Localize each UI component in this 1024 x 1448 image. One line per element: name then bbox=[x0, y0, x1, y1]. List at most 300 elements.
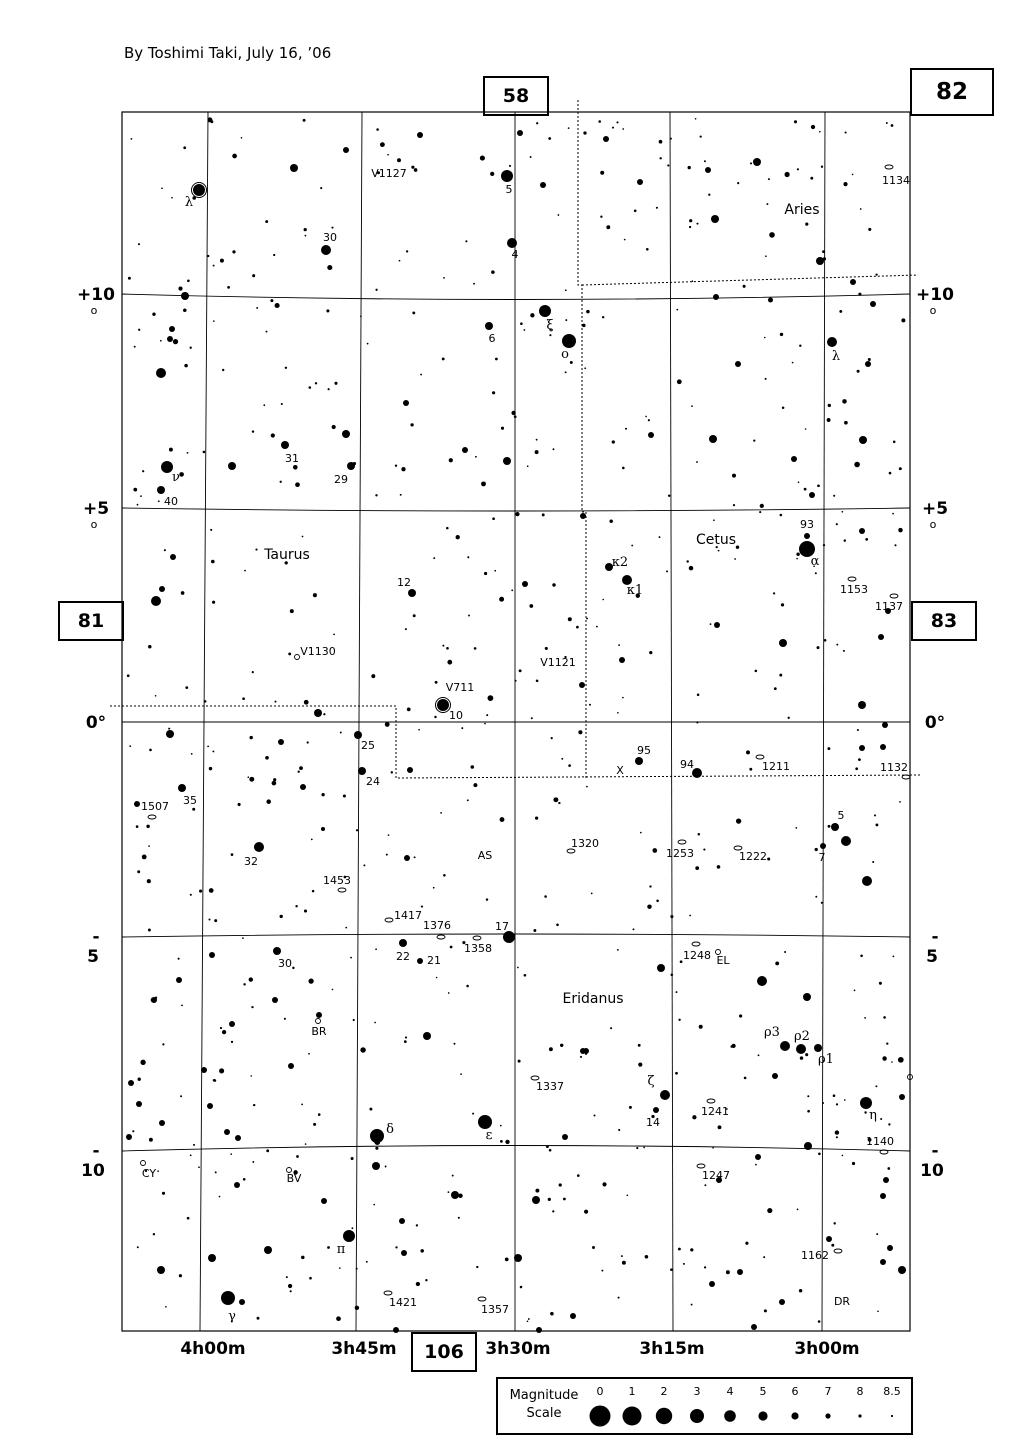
star-label: ν bbox=[172, 470, 180, 485]
star bbox=[622, 697, 624, 699]
star bbox=[744, 1077, 747, 1080]
star bbox=[515, 512, 519, 516]
star bbox=[901, 318, 905, 322]
star bbox=[733, 504, 735, 506]
star bbox=[689, 566, 694, 571]
star bbox=[844, 1099, 846, 1101]
star bbox=[746, 750, 750, 754]
galaxy-marker bbox=[338, 888, 346, 892]
star bbox=[854, 462, 860, 468]
star bbox=[759, 511, 761, 513]
star bbox=[343, 1230, 355, 1242]
star bbox=[779, 1299, 785, 1305]
star bbox=[399, 1218, 405, 1224]
star bbox=[161, 187, 163, 189]
star bbox=[183, 309, 187, 313]
star bbox=[336, 1316, 341, 1321]
star bbox=[805, 1053, 808, 1056]
star bbox=[712, 1147, 714, 1149]
star bbox=[247, 776, 249, 778]
star bbox=[601, 1270, 603, 1272]
star bbox=[220, 259, 224, 263]
star bbox=[836, 1103, 838, 1105]
star-label: DR bbox=[833, 1295, 851, 1308]
star bbox=[629, 1106, 632, 1109]
star bbox=[350, 957, 352, 959]
star bbox=[256, 307, 258, 309]
star bbox=[353, 1019, 355, 1021]
star bbox=[549, 1047, 553, 1051]
star bbox=[148, 929, 151, 932]
star bbox=[683, 1263, 685, 1265]
star bbox=[209, 767, 212, 770]
star bbox=[252, 274, 255, 277]
star bbox=[698, 833, 701, 836]
constellation-label: Cetus bbox=[695, 532, 737, 548]
star bbox=[773, 592, 775, 594]
star bbox=[648, 432, 654, 438]
star bbox=[596, 626, 598, 628]
star bbox=[821, 166, 823, 168]
star bbox=[659, 157, 661, 159]
star bbox=[718, 1125, 722, 1129]
star bbox=[207, 255, 209, 257]
star bbox=[767, 1208, 772, 1213]
adjacent-chart-bottom[interactable]: 106 bbox=[411, 1332, 477, 1372]
star bbox=[215, 1171, 217, 1173]
star bbox=[898, 1266, 906, 1274]
magnitude-dot bbox=[590, 1406, 611, 1427]
star bbox=[524, 329, 526, 331]
star bbox=[511, 411, 515, 415]
star bbox=[128, 277, 131, 280]
star bbox=[305, 235, 307, 237]
galaxy-marker bbox=[437, 935, 445, 939]
star bbox=[859, 528, 865, 534]
magnitude-value: 6 bbox=[791, 1385, 799, 1398]
star bbox=[404, 855, 410, 861]
star bbox=[243, 983, 245, 985]
star bbox=[788, 717, 790, 719]
star-label: 1222 bbox=[739, 850, 767, 863]
star bbox=[146, 825, 149, 828]
star bbox=[173, 339, 178, 344]
adjacent-chart-right[interactable]: 83 bbox=[911, 601, 977, 641]
star bbox=[138, 1078, 141, 1081]
star-label: 1137 bbox=[875, 600, 903, 613]
star bbox=[603, 136, 609, 142]
star bbox=[454, 1043, 456, 1045]
star bbox=[612, 127, 614, 129]
adjacent-chart-top-right[interactable]: 82 bbox=[910, 68, 994, 116]
star bbox=[637, 179, 643, 185]
star bbox=[356, 1268, 358, 1270]
star bbox=[339, 1267, 341, 1269]
star bbox=[228, 462, 236, 470]
star-label: 30 bbox=[278, 957, 292, 970]
star bbox=[152, 312, 155, 315]
star bbox=[191, 753, 193, 755]
star bbox=[199, 890, 202, 893]
author-credit: By Toshimi Taki, July 16, ’06 bbox=[124, 44, 332, 62]
star bbox=[610, 1027, 612, 1029]
star-label: BV bbox=[286, 1172, 302, 1185]
star bbox=[207, 117, 212, 122]
star bbox=[375, 948, 377, 950]
star bbox=[692, 1115, 696, 1119]
star bbox=[239, 1299, 245, 1305]
star bbox=[296, 1155, 299, 1158]
star bbox=[713, 519, 715, 521]
star bbox=[708, 194, 710, 196]
star-label: λ bbox=[831, 349, 841, 364]
star bbox=[255, 549, 257, 551]
star bbox=[536, 680, 539, 683]
star bbox=[342, 430, 350, 438]
star-label: 31 bbox=[285, 452, 299, 465]
star bbox=[577, 1174, 580, 1177]
dec-label-right-unit: o bbox=[929, 304, 937, 317]
star bbox=[622, 467, 625, 470]
star bbox=[805, 223, 808, 226]
star bbox=[528, 1318, 530, 1320]
star bbox=[560, 1044, 563, 1047]
star-label: κ2 bbox=[611, 555, 629, 570]
star bbox=[626, 1194, 628, 1196]
star bbox=[691, 1304, 693, 1306]
star bbox=[179, 472, 184, 477]
star-label: 17 bbox=[495, 920, 509, 933]
star-label: V1127 bbox=[371, 167, 407, 180]
star bbox=[822, 1102, 824, 1104]
star bbox=[743, 285, 746, 288]
star bbox=[321, 1198, 327, 1204]
star bbox=[880, 744, 886, 750]
ra-label: 3h45m bbox=[331, 1339, 397, 1359]
star bbox=[548, 137, 551, 140]
star bbox=[315, 382, 317, 384]
star bbox=[286, 1276, 288, 1278]
star bbox=[763, 1256, 765, 1258]
star bbox=[127, 674, 130, 677]
star bbox=[563, 1198, 566, 1201]
star bbox=[375, 289, 377, 291]
star bbox=[714, 622, 720, 628]
star bbox=[155, 997, 157, 999]
star bbox=[442, 645, 444, 647]
star bbox=[290, 164, 298, 172]
star bbox=[443, 874, 446, 877]
star bbox=[137, 870, 140, 873]
star bbox=[696, 721, 698, 723]
star bbox=[168, 728, 170, 730]
star bbox=[178, 784, 186, 792]
star bbox=[891, 124, 894, 127]
star bbox=[532, 1196, 540, 1204]
star bbox=[363, 864, 365, 866]
star bbox=[232, 250, 235, 253]
star-label: ζ bbox=[647, 1074, 655, 1089]
star bbox=[875, 823, 878, 826]
star bbox=[229, 1021, 235, 1027]
star bbox=[780, 1041, 790, 1051]
star bbox=[709, 1281, 715, 1287]
star bbox=[311, 839, 313, 841]
star-label: 1248 bbox=[683, 949, 711, 962]
star bbox=[443, 277, 445, 279]
star bbox=[671, 974, 674, 977]
star bbox=[254, 842, 264, 852]
star bbox=[653, 1107, 659, 1113]
star bbox=[600, 216, 602, 218]
star bbox=[668, 495, 670, 497]
star bbox=[799, 344, 801, 346]
star bbox=[407, 708, 411, 712]
star bbox=[810, 177, 813, 180]
dec-label-left: +5 bbox=[82, 499, 110, 519]
galaxy-marker bbox=[697, 1164, 705, 1168]
star-label: ε bbox=[485, 1128, 493, 1143]
star bbox=[772, 1073, 778, 1079]
star bbox=[486, 714, 488, 716]
star bbox=[568, 127, 570, 129]
star bbox=[530, 156, 532, 158]
star bbox=[413, 614, 416, 617]
magnitude-scale-title-line2: Scale bbox=[526, 1406, 562, 1421]
star bbox=[397, 158, 401, 162]
star bbox=[857, 370, 860, 373]
star bbox=[187, 1217, 190, 1220]
star bbox=[815, 848, 818, 851]
star bbox=[804, 533, 810, 539]
star bbox=[536, 439, 538, 441]
star bbox=[369, 1108, 372, 1111]
galaxy-marker bbox=[692, 942, 700, 946]
star bbox=[249, 977, 253, 981]
star bbox=[843, 182, 847, 186]
star bbox=[883, 1177, 889, 1183]
star bbox=[676, 991, 678, 993]
star bbox=[811, 125, 815, 129]
star bbox=[301, 1256, 305, 1260]
star bbox=[736, 545, 739, 548]
star bbox=[360, 1047, 365, 1052]
adjacent-chart-top[interactable]: 58 bbox=[483, 76, 549, 116]
star bbox=[140, 1060, 145, 1065]
star bbox=[421, 906, 423, 908]
star bbox=[875, 1085, 877, 1087]
star bbox=[551, 737, 553, 739]
star bbox=[757, 976, 767, 986]
star bbox=[353, 462, 356, 465]
star-label: V1121 bbox=[540, 656, 576, 669]
star bbox=[536, 122, 538, 124]
star bbox=[401, 1250, 407, 1256]
star bbox=[447, 660, 452, 665]
star-label: 1211 bbox=[762, 760, 790, 773]
galaxy-marker bbox=[890, 594, 898, 598]
star bbox=[500, 1140, 503, 1143]
star bbox=[411, 166, 414, 169]
star bbox=[666, 570, 668, 572]
star bbox=[827, 418, 831, 422]
star bbox=[193, 1144, 195, 1146]
star bbox=[281, 403, 283, 405]
star bbox=[749, 768, 752, 771]
star bbox=[546, 1145, 549, 1148]
star bbox=[552, 583, 555, 586]
galaxy-marker bbox=[385, 918, 393, 922]
star bbox=[764, 1309, 767, 1312]
star bbox=[452, 1175, 454, 1177]
star bbox=[520, 1286, 523, 1289]
star bbox=[252, 430, 254, 432]
star bbox=[817, 484, 820, 487]
star bbox=[805, 428, 807, 430]
adjacent-chart-left[interactable]: 81 bbox=[58, 601, 124, 641]
star bbox=[753, 439, 755, 441]
magnitude-value: 0 bbox=[596, 1385, 604, 1398]
magnitude-value: 8 bbox=[856, 1385, 864, 1398]
star bbox=[735, 361, 741, 367]
star bbox=[481, 481, 486, 486]
star bbox=[473, 283, 475, 285]
star bbox=[471, 765, 475, 769]
star bbox=[273, 778, 276, 781]
star bbox=[794, 120, 797, 123]
star bbox=[221, 1291, 235, 1305]
magnitude-scale bbox=[496, 1377, 913, 1435]
star bbox=[852, 1162, 855, 1165]
star bbox=[565, 289, 567, 291]
star bbox=[898, 528, 903, 533]
star bbox=[318, 1113, 321, 1116]
star bbox=[295, 482, 300, 487]
star-label: 1153 bbox=[840, 583, 868, 596]
star bbox=[636, 1147, 638, 1149]
star bbox=[831, 1244, 834, 1247]
magnitude-scale-graphic bbox=[498, 1379, 911, 1433]
star-label: X bbox=[616, 764, 624, 777]
star bbox=[190, 347, 192, 349]
star bbox=[434, 716, 436, 718]
galaxy-marker bbox=[848, 577, 856, 581]
star bbox=[251, 1006, 253, 1008]
star bbox=[400, 494, 402, 496]
star bbox=[836, 644, 838, 646]
star bbox=[375, 1147, 378, 1150]
star bbox=[726, 1270, 730, 1274]
star bbox=[689, 915, 691, 917]
star-label: 35 bbox=[183, 794, 197, 807]
variable-star-marker bbox=[295, 655, 300, 660]
star bbox=[160, 340, 162, 342]
star bbox=[591, 893, 593, 895]
star bbox=[836, 1136, 838, 1138]
star bbox=[148, 845, 150, 847]
dec-label-left: - bbox=[92, 927, 100, 947]
star bbox=[779, 639, 787, 647]
star bbox=[491, 270, 495, 274]
star bbox=[178, 287, 182, 291]
star bbox=[401, 467, 405, 471]
star bbox=[356, 829, 358, 831]
magnitude-value: 2 bbox=[660, 1385, 668, 1398]
star bbox=[823, 257, 826, 260]
star-label: 1247 bbox=[702, 1169, 730, 1182]
star-label: 1162 bbox=[801, 1249, 829, 1262]
star bbox=[292, 967, 294, 969]
star bbox=[480, 156, 485, 161]
star bbox=[820, 843, 826, 849]
star bbox=[568, 617, 572, 621]
star bbox=[230, 1153, 232, 1155]
star bbox=[514, 415, 517, 418]
star bbox=[313, 593, 317, 597]
star-label: κ1 bbox=[626, 583, 644, 598]
star bbox=[548, 1198, 551, 1201]
star bbox=[252, 671, 254, 673]
star bbox=[815, 896, 817, 898]
star bbox=[461, 727, 463, 729]
magnitude-dot bbox=[724, 1410, 736, 1422]
star bbox=[659, 536, 661, 538]
star bbox=[696, 461, 698, 463]
star bbox=[198, 1166, 200, 1168]
star-label: 1453 bbox=[323, 874, 351, 887]
star bbox=[213, 1079, 216, 1082]
star bbox=[520, 322, 523, 325]
star bbox=[814, 1044, 822, 1052]
star bbox=[492, 517, 495, 520]
star bbox=[207, 1103, 213, 1109]
star bbox=[219, 1196, 221, 1198]
star bbox=[557, 214, 559, 216]
star bbox=[549, 334, 551, 336]
star bbox=[582, 324, 586, 328]
star bbox=[767, 857, 770, 860]
star bbox=[305, 1143, 307, 1145]
star bbox=[222, 1030, 226, 1034]
star bbox=[868, 228, 871, 231]
constellation-label: Aries bbox=[784, 202, 820, 218]
star bbox=[755, 670, 758, 673]
star bbox=[565, 319, 567, 321]
star-label: ρ3 bbox=[764, 1025, 780, 1040]
star bbox=[264, 1246, 272, 1254]
dec-label-right: - bbox=[931, 1141, 939, 1161]
star bbox=[374, 1139, 380, 1145]
star bbox=[717, 865, 721, 869]
star bbox=[250, 1075, 252, 1077]
star bbox=[148, 645, 151, 648]
star bbox=[602, 599, 604, 601]
star bbox=[304, 909, 307, 912]
star bbox=[209, 888, 214, 893]
star bbox=[807, 1110, 810, 1113]
galaxy-marker bbox=[885, 165, 893, 169]
star bbox=[166, 730, 174, 738]
star bbox=[880, 1193, 886, 1199]
star bbox=[391, 771, 393, 773]
star-label: V711 bbox=[445, 681, 475, 694]
galaxy-marker bbox=[148, 815, 156, 819]
star bbox=[418, 729, 420, 731]
star bbox=[699, 1025, 703, 1029]
star bbox=[821, 902, 823, 904]
star-label: 12 bbox=[397, 576, 411, 589]
star bbox=[517, 967, 519, 969]
